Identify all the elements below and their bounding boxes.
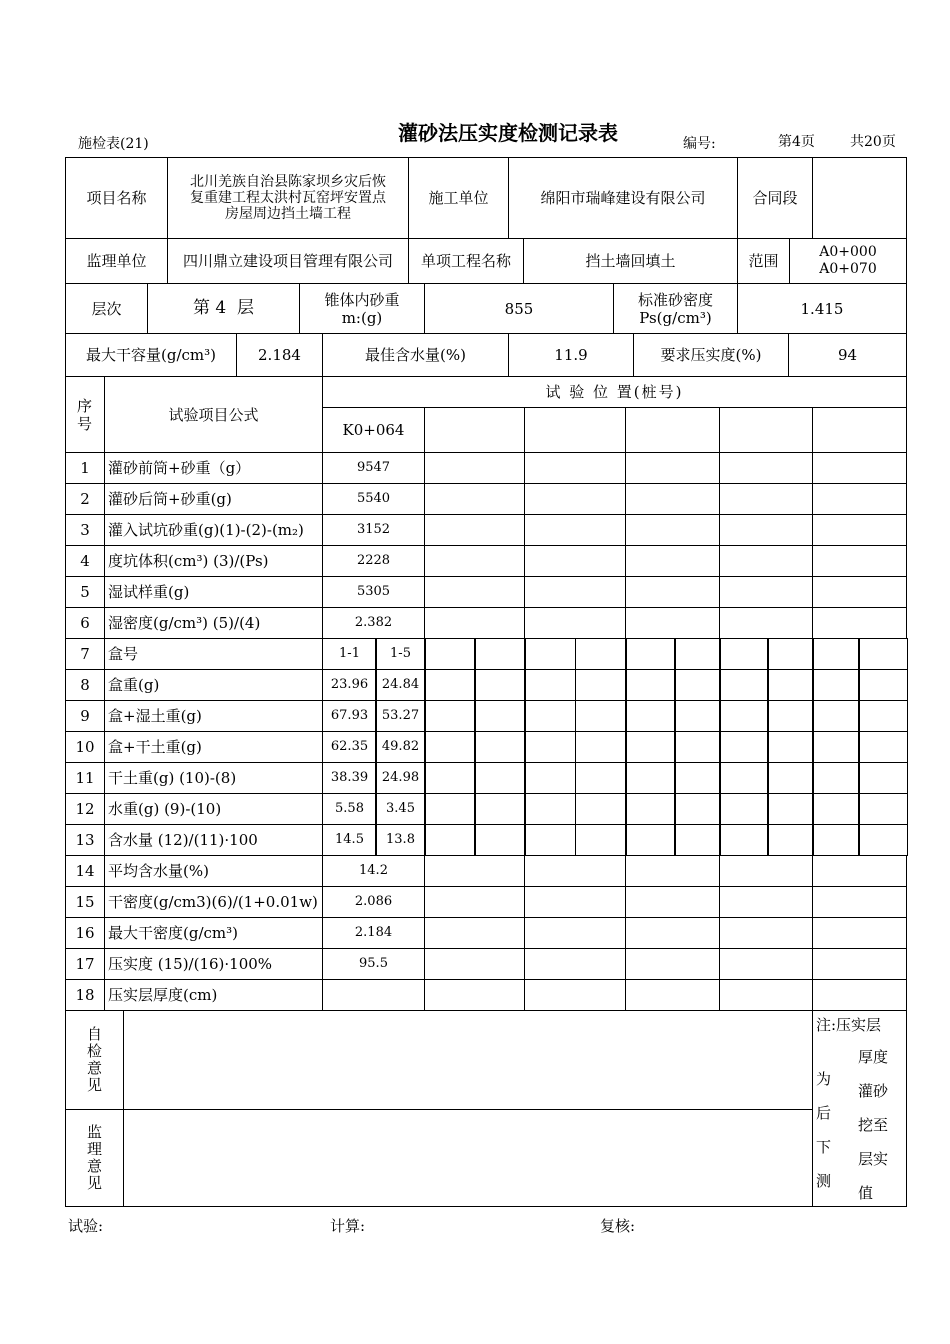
row-empty-cell: [858, 793, 908, 825]
row-label: 灌砂前筒+砂重（g）: [104, 452, 323, 484]
row-empty-cell: [719, 576, 813, 608]
row-empty-cell: [812, 700, 860, 732]
item-name-label: 单项工程名称: [408, 238, 524, 284]
row-value: 2.382: [322, 607, 425, 639]
row-empty-cell: [524, 483, 626, 515]
row-empty-cell: [625, 576, 720, 608]
row-empty-cell: [719, 545, 813, 577]
layer-label: 层次: [65, 283, 148, 334]
row-empty-cell: [524, 824, 576, 856]
row-empty-cell: [719, 917, 813, 949]
row-number: 15: [65, 886, 105, 918]
row-empty-cell: [812, 762, 860, 794]
row-empty-cell: [812, 669, 860, 701]
self-check-content: [123, 1010, 813, 1110]
row-empty-cell: [625, 638, 676, 670]
row-empty-cell: [424, 855, 525, 887]
row-number: 13: [65, 824, 105, 856]
row-empty-cell: [812, 638, 860, 670]
row-empty-cell: [719, 886, 813, 918]
req-compaction-value: 94: [788, 333, 907, 377]
seq-header: 序号: [65, 376, 105, 453]
row-label: 平均含水量(%): [104, 855, 323, 887]
row-number: 16: [65, 917, 105, 949]
contract-section-label: 合同段: [737, 157, 813, 239]
row-empty-cell: [625, 762, 676, 794]
row-value: 62.35: [322, 731, 377, 763]
row-empty-cell: [524, 948, 626, 980]
range-label: 范围: [737, 238, 790, 284]
row-empty-cell: [812, 917, 907, 949]
row-empty-cell: [719, 762, 769, 794]
row-label: 最大干密度(g/cm³): [104, 917, 323, 949]
row-label: 压实层厚度(cm): [104, 979, 323, 1011]
std-density-label-line: Ps(g/cm³): [639, 308, 712, 327]
row-empty-cell: [424, 607, 525, 639]
row-value: 24.84: [375, 669, 426, 701]
row-empty-cell: [424, 452, 525, 484]
row-number: 11: [65, 762, 105, 794]
total-pages: 共20页: [850, 134, 896, 150]
row-empty-cell: [674, 638, 721, 670]
row-empty-cell: [474, 793, 526, 825]
row-number: 3: [65, 514, 105, 546]
row-empty-cell: [625, 917, 720, 949]
row-label: 度坑体积(cm³) (3)/(Ps): [104, 545, 323, 577]
opt-moisture-value: 11.9: [508, 333, 634, 377]
row-empty-cell: [424, 824, 476, 856]
row-label: 含水量 (12)/(11)·100: [104, 824, 323, 856]
project-name-line: 复重建工程太洪村瓦窑坪安置点: [190, 189, 386, 206]
row-number: 9: [65, 700, 105, 732]
formula-header: 试验项目公式: [104, 376, 323, 453]
row-empty-cell: [674, 793, 721, 825]
note-text: 层实: [858, 1150, 889, 1168]
row-label: 干密度(g/cm3)(6)/(1+0.01w): [104, 886, 323, 918]
row-empty-cell: [424, 638, 476, 670]
row-empty-cell: [812, 855, 907, 887]
row-empty-cell: [858, 824, 908, 856]
supervisor-opinion-label: 监理意见: [65, 1109, 124, 1207]
row-empty-cell: [812, 607, 907, 639]
form-title: 灌砂法压实度检测记录表: [398, 121, 618, 145]
row-value: 23.96: [322, 669, 377, 701]
row-empty-cell: [719, 793, 769, 825]
row-empty-cell: [625, 545, 720, 577]
row-empty-cell: [424, 762, 476, 794]
row-empty-cell: [858, 638, 908, 670]
row-empty-cell: [524, 638, 576, 670]
note-text: 挖至: [858, 1116, 889, 1134]
position-header: 试 验 位 置(桩号): [322, 376, 907, 408]
row-empty-cell: [719, 855, 813, 887]
row-empty-cell: [767, 700, 814, 732]
row-empty-cell: [524, 576, 626, 608]
row-empty-cell: [625, 979, 720, 1011]
cone-sand-label-line: m:(g): [341, 308, 383, 327]
row-empty-cell: [625, 948, 720, 980]
row-empty-cell: [524, 886, 626, 918]
row-empty-cell: [575, 669, 627, 701]
row-empty-cell: [767, 669, 814, 701]
row-empty-cell: [524, 545, 626, 577]
row-empty-cell: [524, 762, 576, 794]
row-empty-cell: [424, 731, 476, 763]
station-header-empty: [625, 407, 720, 453]
row-empty-cell: [524, 452, 626, 484]
row-empty-cell: [575, 731, 627, 763]
row-empty-cell: [812, 886, 907, 918]
row-empty-cell: [767, 638, 814, 670]
row-empty-cell: [812, 576, 907, 608]
supervisor-opinion-content: [123, 1109, 813, 1207]
row-value: 1-1: [322, 638, 377, 670]
row-empty-cell: [719, 514, 813, 546]
row-empty-cell: [474, 731, 526, 763]
row-empty-cell: [719, 700, 769, 732]
station-header-empty: [424, 407, 525, 453]
row-empty-cell: [719, 607, 813, 639]
row-number: 4: [65, 545, 105, 577]
project-name-label: 项目名称: [65, 157, 168, 239]
note-text: 厚度: [858, 1048, 889, 1066]
range-from: A0+000: [819, 244, 877, 261]
row-value: 5.58: [322, 793, 377, 825]
row-empty-cell: [575, 638, 627, 670]
row-empty-cell: [812, 483, 907, 515]
row-empty-cell: [625, 700, 676, 732]
row-value: 53.27: [375, 700, 426, 732]
row-empty-cell: [474, 700, 526, 732]
row-empty-cell: [767, 824, 814, 856]
row-number: 8: [65, 669, 105, 701]
row-empty-cell: [674, 762, 721, 794]
row-label: 盒号: [104, 638, 323, 670]
row-empty-cell: [674, 731, 721, 763]
row-empty-cell: [858, 669, 908, 701]
std-density-label: [613, 283, 738, 334]
row-label: 湿试样重(g): [104, 576, 323, 608]
row-value: 3152: [322, 514, 425, 546]
row-empty-cell: [424, 483, 525, 515]
row-empty-cell: [625, 483, 720, 515]
layer-value: 第 4 层: [147, 283, 300, 334]
row-empty-cell: [812, 793, 860, 825]
contract-section-value: [812, 157, 907, 239]
std-density-label-line: 标准砂密度: [637, 290, 713, 309]
max-dry-value: 2.184: [236, 333, 323, 377]
row-number: 6: [65, 607, 105, 639]
row-empty-cell: [625, 731, 676, 763]
row-number: 17: [65, 948, 105, 980]
row-value: 5305: [322, 576, 425, 608]
calc-label: 计算:: [330, 1217, 366, 1235]
row-empty-cell: [524, 979, 626, 1011]
row-value: 14.5: [322, 824, 377, 856]
row-empty-cell: [424, 948, 525, 980]
station-header-empty: [524, 407, 626, 453]
contractor-label: 施工单位: [408, 157, 509, 239]
row-empty-cell: [625, 514, 720, 546]
row-empty-cell: [575, 824, 627, 856]
row-empty-cell: [812, 452, 907, 484]
row-number: 5: [65, 576, 105, 608]
row-value: 2.184: [322, 917, 425, 949]
row-empty-cell: [424, 886, 525, 918]
station-header-empty: [719, 407, 813, 453]
project-name-value: [167, 157, 409, 239]
row-empty-cell: [812, 545, 907, 577]
row-empty-cell: [674, 824, 721, 856]
row-empty-cell: [719, 824, 769, 856]
self-check-label: 自检意见: [65, 1010, 124, 1110]
note-text: 值: [858, 1184, 874, 1202]
row-empty-cell: [625, 824, 676, 856]
row-empty-cell: [719, 483, 813, 515]
row-empty-cell: [674, 669, 721, 701]
row-empty-cell: [719, 638, 769, 670]
row-empty-cell: [719, 948, 813, 980]
row-empty-cell: [575, 793, 627, 825]
row-empty-cell: [424, 793, 476, 825]
note-column: 为后下测: [816, 1070, 832, 1190]
row-empty-cell: [719, 979, 813, 1011]
row-label: 水重(g) (9)-(10): [104, 793, 323, 825]
row-empty-cell: [858, 731, 908, 763]
row-empty-cell: [424, 576, 525, 608]
row-empty-cell: [625, 886, 720, 918]
row-value: 2228: [322, 545, 425, 577]
row-empty-cell: [674, 700, 721, 732]
req-compaction-label: 要求压实度(%): [633, 333, 789, 377]
review-label: 复核:: [600, 1217, 636, 1235]
page-info: 第4页: [778, 134, 815, 150]
row-empty-cell: [858, 700, 908, 732]
row-number: 7: [65, 638, 105, 670]
range-value: [789, 238, 907, 284]
supervisor-value: 四川鼎立建设项目管理有限公司: [167, 238, 409, 284]
row-label: 湿密度(g/cm³) (5)/(4): [104, 607, 323, 639]
row-empty-cell: [812, 948, 907, 980]
row-empty-cell: [524, 514, 626, 546]
row-empty-cell: [625, 669, 676, 701]
row-empty-cell: [474, 669, 526, 701]
row-empty-cell: [812, 731, 860, 763]
row-empty-cell: [719, 452, 813, 484]
row-label: 盒重(g): [104, 669, 323, 701]
note-text: 灌砂: [858, 1082, 889, 1100]
row-value: 49.82: [375, 731, 426, 763]
row-value: 2.086: [322, 886, 425, 918]
row-empty-cell: [424, 917, 525, 949]
row-empty-cell: [524, 855, 626, 887]
row-label: 盒+干土重(g): [104, 731, 323, 763]
row-number: 12: [65, 793, 105, 825]
opt-moisture-label: 最佳含水量(%): [322, 333, 509, 377]
row-empty-cell: [719, 669, 769, 701]
row-empty-cell: [524, 793, 576, 825]
row-empty-cell: [767, 762, 814, 794]
cone-sand-label: [299, 283, 425, 334]
row-empty-cell: [575, 762, 627, 794]
row-value: 1-5: [375, 638, 426, 670]
row-number: 2: [65, 483, 105, 515]
row-empty-cell: [424, 545, 525, 577]
project-name-line: 北川羌族自治县陈家坝乡灾后恢: [190, 173, 386, 190]
test-label: 试验:: [68, 1217, 104, 1235]
number-label: 编号:: [683, 136, 716, 152]
row-label: 灌砂后筒+砂重(g): [104, 483, 323, 515]
row-value: 95.5: [322, 948, 425, 980]
row-empty-cell: [767, 731, 814, 763]
cone-sand-value: 855: [424, 283, 614, 334]
station-header: K0+064: [322, 407, 425, 453]
row-label: 灌入试坑砂重(g)(1)-(2)-(m₂): [104, 514, 323, 546]
row-number: 1: [65, 452, 105, 484]
max-dry-label: 最大干容量(g/cm³): [65, 333, 237, 377]
row-empty-cell: [719, 731, 769, 763]
row-number: 10: [65, 731, 105, 763]
row-empty-cell: [812, 979, 907, 1011]
row-value: 67.93: [322, 700, 377, 732]
row-empty-cell: [858, 762, 908, 794]
row-empty-cell: [625, 607, 720, 639]
row-empty-cell: [812, 824, 860, 856]
row-empty-cell: [625, 855, 720, 887]
row-empty-cell: [424, 669, 476, 701]
note-line: 注:压实层: [816, 1016, 882, 1034]
station-header-empty: [812, 407, 907, 453]
row-value: [322, 979, 425, 1011]
row-value: 38.39: [322, 762, 377, 794]
range-to: A0+070: [819, 261, 877, 277]
row-empty-cell: [424, 979, 525, 1011]
row-value: 3.45: [375, 793, 426, 825]
cone-sand-label-line: 锥体内砂重: [324, 290, 400, 309]
row-empty-cell: [812, 514, 907, 546]
row-empty-cell: [524, 669, 576, 701]
contractor-value: 绵阳市瑞峰建设有限公司: [508, 157, 738, 239]
supervisor-label: 监理单位: [65, 238, 168, 284]
row-empty-cell: [524, 607, 626, 639]
row-value: 9547: [322, 452, 425, 484]
row-empty-cell: [625, 452, 720, 484]
row-empty-cell: [625, 793, 676, 825]
row-empty-cell: [424, 514, 525, 546]
form-code: 施检表(21): [78, 136, 149, 152]
row-label: 盒+湿土重(g): [104, 700, 323, 732]
row-number: 14: [65, 855, 105, 887]
row-empty-cell: [424, 700, 476, 732]
row-empty-cell: [575, 700, 627, 732]
row-empty-cell: [474, 824, 526, 856]
item-name-value: 挡土墙回填土: [523, 238, 738, 284]
row-empty-cell: [524, 731, 576, 763]
row-value: 14.2: [322, 855, 425, 887]
row-empty-cell: [474, 762, 526, 794]
row-empty-cell: [767, 793, 814, 825]
row-label: 干土重(g) (10)-(8): [104, 762, 323, 794]
row-empty-cell: [524, 917, 626, 949]
row-value: 13.8: [375, 824, 426, 856]
row-label: 压实度 (15)/(16)·100%: [104, 948, 323, 980]
std-density-value: 1.415: [737, 283, 907, 334]
row-value: 5540: [322, 483, 425, 515]
row-empty-cell: [474, 638, 526, 670]
row-number: 18: [65, 979, 105, 1011]
row-empty-cell: [524, 700, 576, 732]
row-value: 24.98: [375, 762, 426, 794]
project-name-line: 房屋周边挡土墙工程: [225, 206, 351, 223]
